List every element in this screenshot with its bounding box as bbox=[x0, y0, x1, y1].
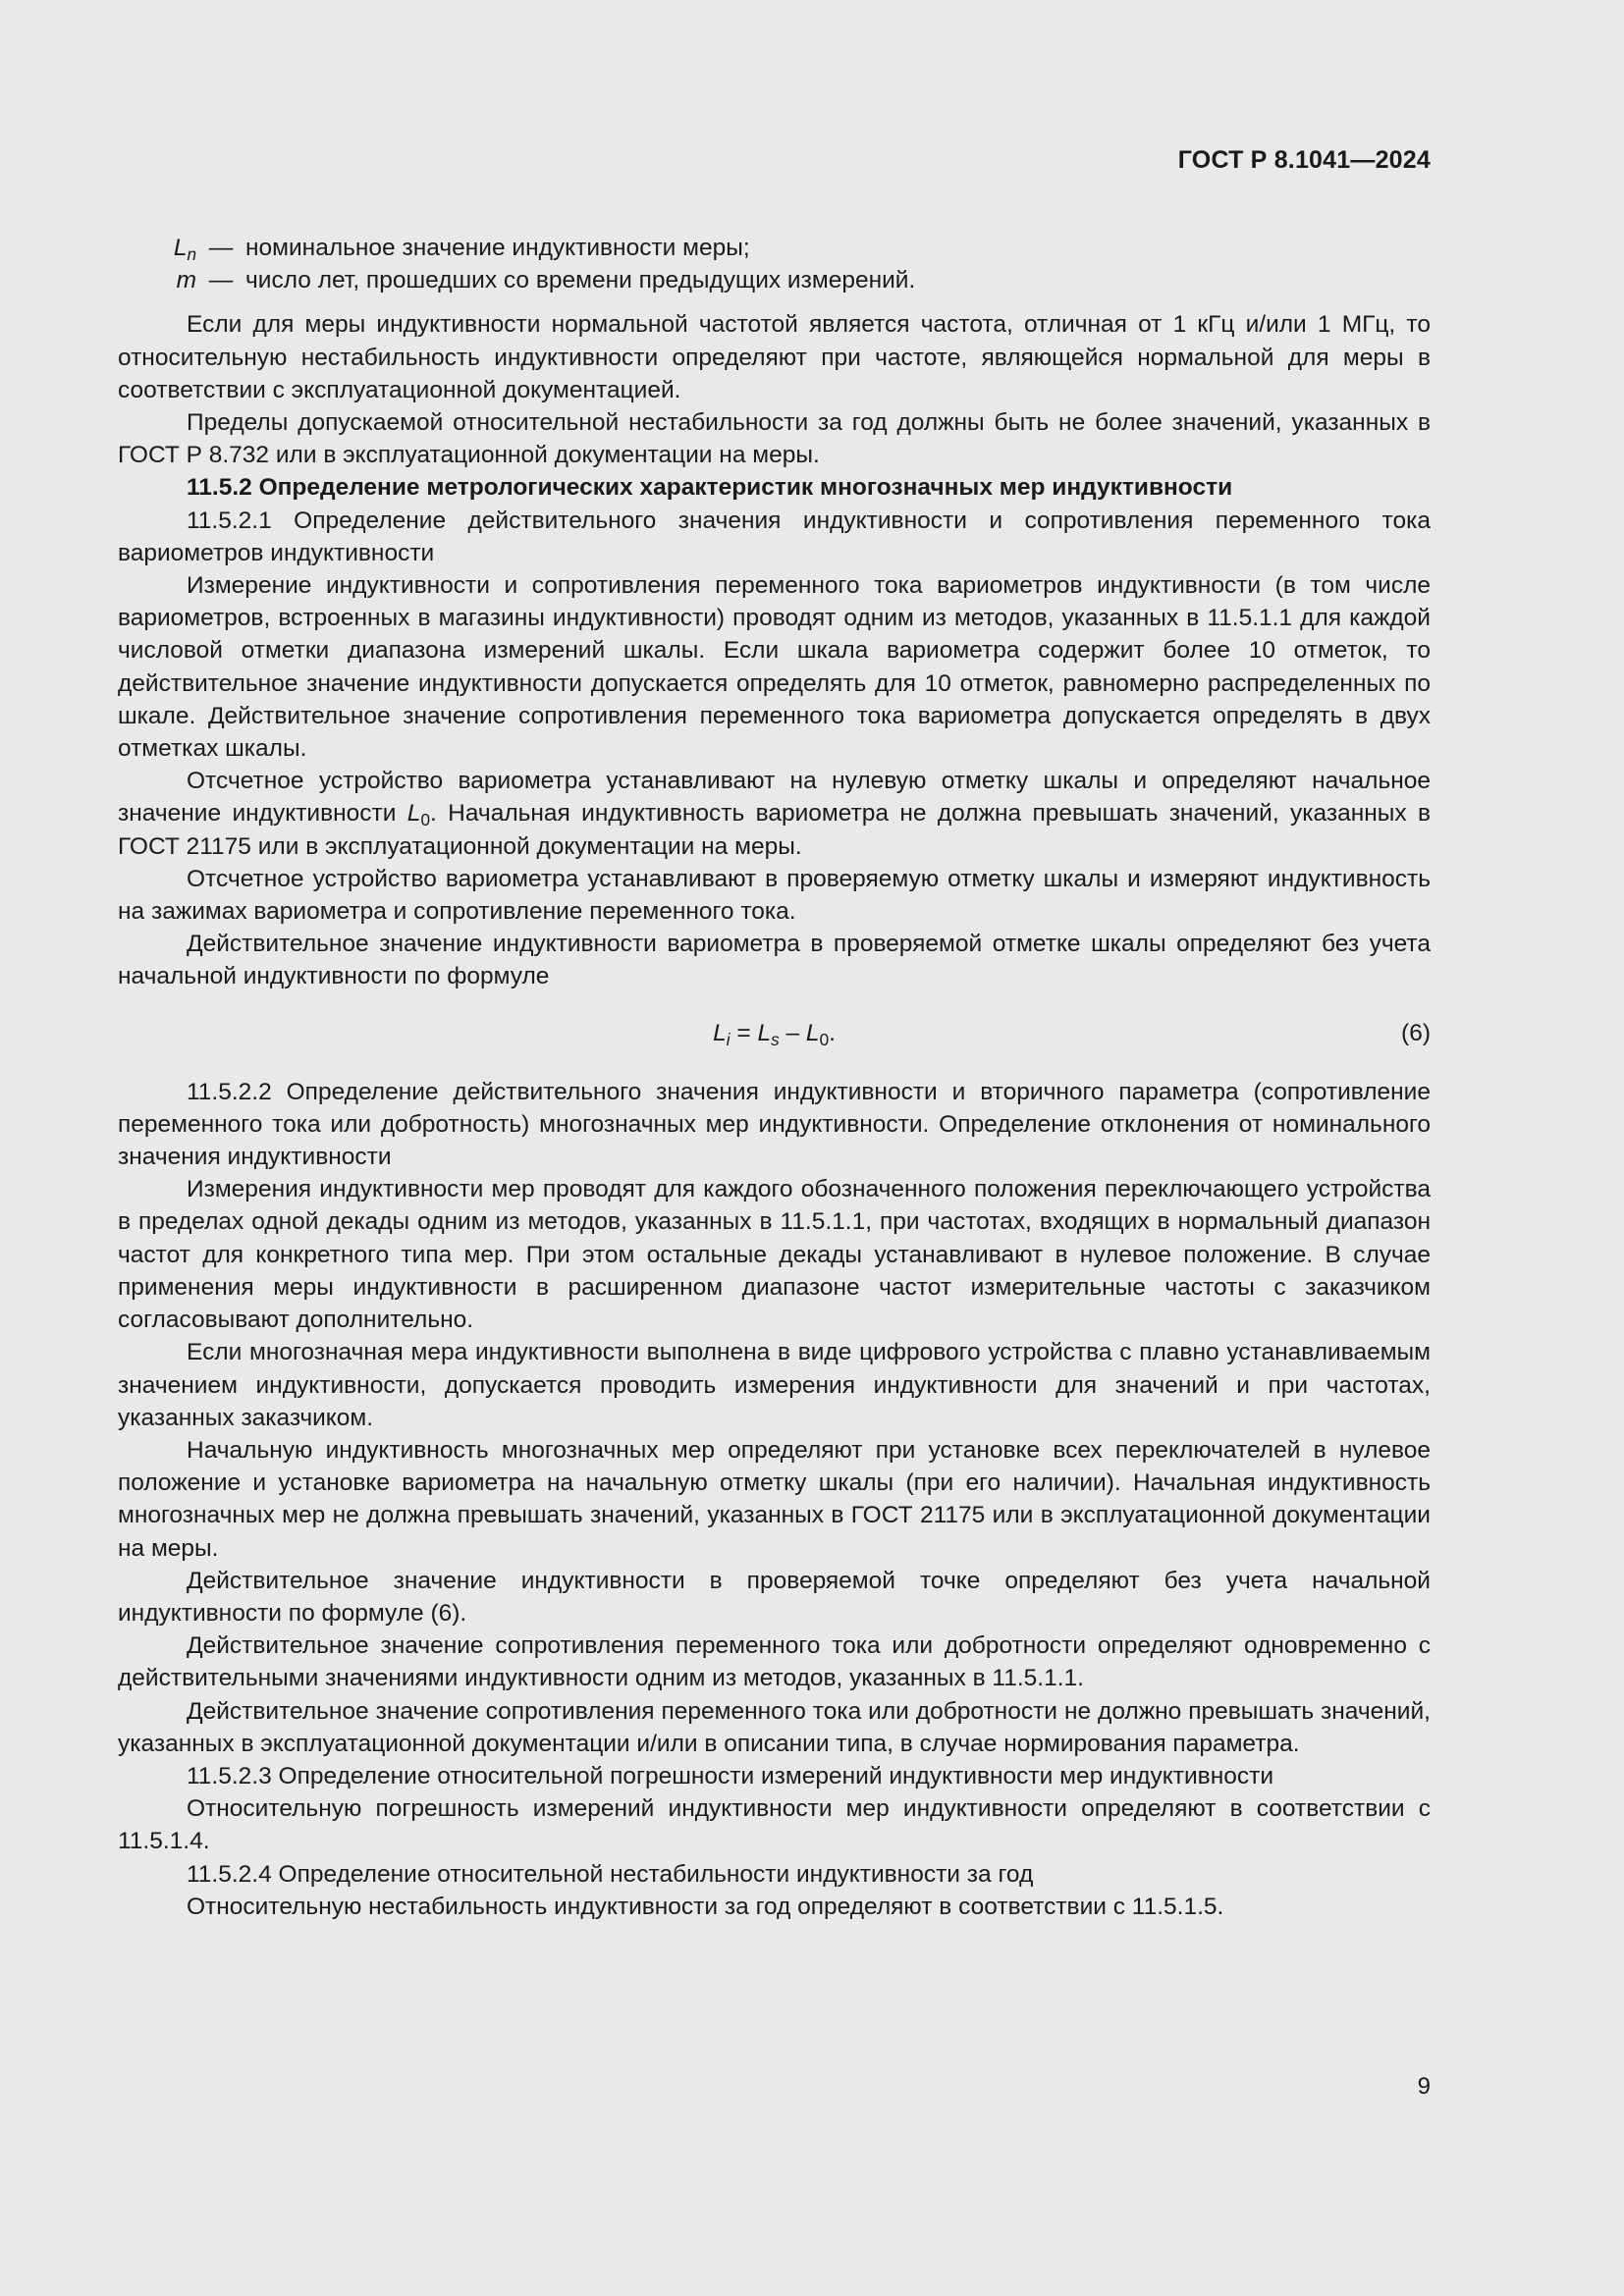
definition-dash: — bbox=[208, 267, 234, 294]
subsection-heading-11-5-2-4: 11.5.2.4 Определение относительной нестабильности индуктивности за год bbox=[187, 1860, 1034, 1888]
page-body bbox=[118, 232, 1431, 1923]
page-number: 9 bbox=[1417, 2073, 1431, 2100]
subsection-heading-11-5-2-1: 11.5.2.1 Определение действительного значения индуктивности и сопротивления переменного тока вариометров индуктивности bbox=[118, 507, 1431, 566]
definition-text: число лет, прошедших со времени предыдущих измерений. bbox=[245, 267, 916, 294]
paragraph: Измерения индуктивности мер проводят для каждого обозначенного положения переключающего устройства в пределах одной декады одним из методов, указанных в 11.5.1.1, при частотах, входящих в нормальный диапазон частот для конкретного типа мер. При этом остальные декады устанавливают в нулевое положение. В случае применения меры индуктивности в расширенном диапазоне частот измерительные частоты с заказчиком согласовывают дополнительно. bbox=[118, 1176, 1431, 1334]
definition-symbol: $L_n$ bbox=[173, 235, 196, 264]
formula-expression: $L_i = L_s - L_0$. bbox=[713, 1019, 836, 1049]
definition-text: номинальное значение индуктивности меры; bbox=[245, 235, 750, 261]
paragraph: Отсчетное устройство вариометра устанавливают в проверяемую отметку шкалы и измеряют индуктивность на зажимах вариометра и сопротивление переменного тока. bbox=[118, 865, 1431, 926]
formula-number: (6) bbox=[1401, 1019, 1431, 1046]
symbol-definitions bbox=[118, 232, 1431, 296]
subsection-heading-11-5-2-2: 11.5.2.2 Определение действительного значения индуктивности и вторичного параметра (сопротивление переменного тока или добротность) многозначных мер индуктивности. Определение отклонения от номинального значения индуктивности bbox=[118, 1078, 1431, 1171]
paragraph: Действительное значение сопротивления переменного тока или добротности определяют одновременно с действительными значениями индуктивности одним из методов, указанных в 11.5.1.1. bbox=[118, 1632, 1431, 1692]
paragraph: Отсчетное устройство вариометра устанавливают на нулевую отметку шкалы и определяют начальное значение индуктивности $L_0$. Начальная индуктивность вариометра не должна превышать значений, указанных в ГОСТ 21175 или в эксплуатационной документации на меры. bbox=[118, 768, 1432, 860]
paragraph: Действительное значение индуктивности в проверяемой точке определяют без учета начальной индуктивности по формуле (6). bbox=[118, 1567, 1431, 1627]
paragraph: Действительное значение сопротивления переменного тока или добротности не должно превышать значений, указанных в эксплуатационной документации и/или в описании типа, в случае нормирования параметра. bbox=[118, 1697, 1431, 1757]
document-designation: ГОСТ Р 8.1041—2024 bbox=[1177, 146, 1431, 174]
definition-row bbox=[118, 232, 1431, 264]
definition-row bbox=[118, 264, 1431, 296]
definition-symbol: m bbox=[176, 267, 196, 294]
paragraph: Если для меры индуктивности нормальной частотой является частота, отличная от 1 кГц и/или 1 МГц, то относительную нестабильность индуктивности определяют при частоте, являющейся нормальной для меры в соответствии с эксплуатационной документацией. bbox=[118, 311, 1431, 403]
paragraph: Действительное значение индуктивности вариометра в проверяемой отметке шкалы определяют без учета начальной индуктивности по формуле bbox=[118, 931, 1431, 990]
paragraph: Пределы допускаемой относительной нестабильности за год должны быть не более значений, указанных в ГОСТ Р 8.732 или в эксплуатационной документации на меры. bbox=[118, 409, 1431, 469]
definition-dash: — bbox=[208, 235, 234, 261]
paragraph: Если многозначная мера индуктивности выполнена в виде цифрового устройства с плавно устанавливаемым значением индуктивности, допускается проводить измерения индуктивности для значений и при частотах, указанных заказчиком. bbox=[118, 1339, 1431, 1431]
paragraph: Относительную нестабильность индуктивности за год определяют в соответствии с 11.5.1.5. bbox=[187, 1893, 1224, 1920]
section-heading-11-5-2: 11.5.2 Определение метрологических характеристик многозначных мер индуктивности bbox=[187, 474, 1233, 502]
paragraph: Относительную погрешность измерений индуктивности мер индуктивности определяют в соответствии с 11.5.1.4. bbox=[118, 1795, 1431, 1855]
subsection-heading-11-5-2-3: 11.5.2.3 Определение относительной погрешности измерений индуктивности мер индуктивности bbox=[187, 1762, 1274, 1789]
paragraph: Начальную индуктивность многозначных мер определяют при установке всех переключателей в нулевое положение и установке вариометра на начальную отметку шкалы (при его наличии). Начальная индуктивность многозначных мер не должна превышать значений, указанных в ГОСТ 21175 или в эксплуатационной документации на меры. bbox=[118, 1436, 1431, 1562]
paragraph: Измерение индуктивности и сопротивления переменного тока вариометров индуктивности (в том числе вариометров, встроенных в магазины индуктивности) проводят одним из методов, указанных в 11.5.1.1 для каждой числовой отметки диапазона измерений шкалы. Если шкала вариометра содержит более 10 отметок, то действительное значение индуктивности допускается определять для 10 отметок, равномерно распределенных по шкале. Действительное значение сопротивления переменного тока вариометра допускается определять в двух отметках шкалы. bbox=[118, 572, 1431, 763]
formula-6 bbox=[118, 1011, 1431, 1050]
